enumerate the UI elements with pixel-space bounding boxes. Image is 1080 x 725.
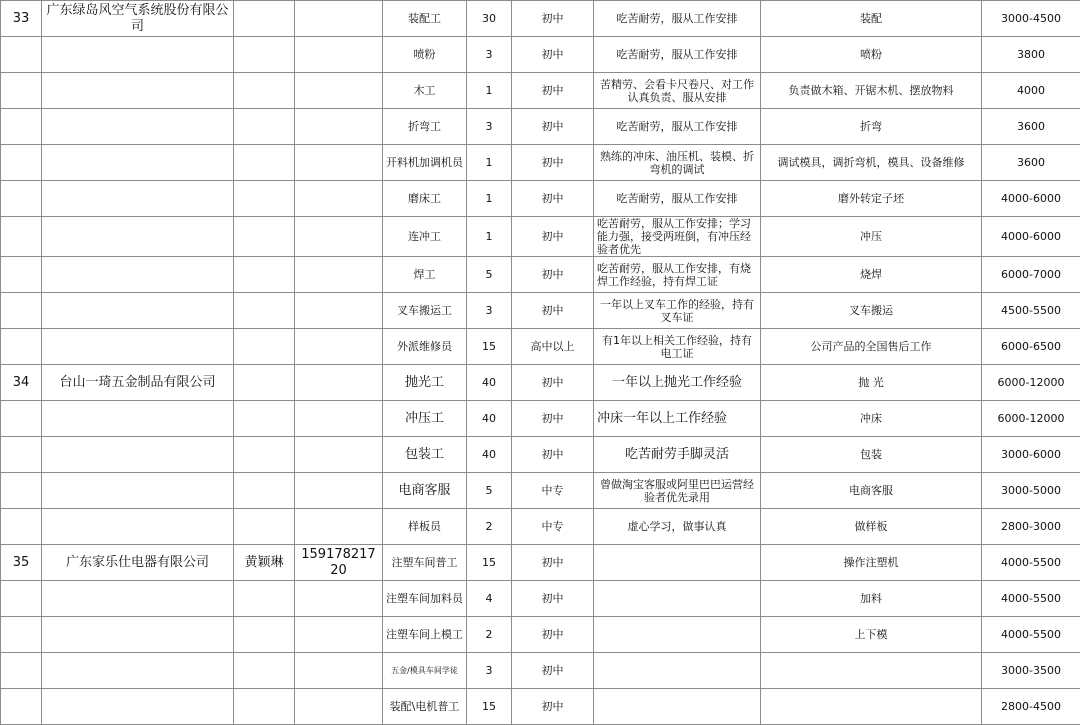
contact-phone xyxy=(295,181,383,217)
contact-phone xyxy=(295,401,383,437)
headcount: 5 xyxy=(467,257,512,293)
company-number xyxy=(1,401,42,437)
education: 初中 xyxy=(512,617,594,653)
contact-person xyxy=(234,145,295,181)
education: 初中 xyxy=(512,145,594,181)
headcount: 3 xyxy=(467,653,512,689)
duties: 装配 xyxy=(761,1,982,37)
contact-person xyxy=(234,401,295,437)
contact-person xyxy=(234,689,295,725)
contact-phone xyxy=(295,73,383,109)
contact-phone xyxy=(295,257,383,293)
headcount: 3 xyxy=(467,109,512,145)
requirements: 曾做淘宝客服或阿里巴巴运营经验者优先录用 xyxy=(594,473,761,509)
duties: 负责做木箱、开锯木机、摆放物料 xyxy=(761,73,982,109)
job-title: 五金/模具车间学徒 xyxy=(383,653,467,689)
job-title: 叉车搬运工 xyxy=(383,293,467,329)
headcount: 2 xyxy=(467,509,512,545)
company-number: 33 xyxy=(1,1,42,37)
requirements: 一年以上叉车工作的经验，持有叉车证 xyxy=(594,293,761,329)
table-row xyxy=(1,1,1080,37)
table-row xyxy=(1,509,1080,545)
company-name xyxy=(42,217,234,257)
company-name xyxy=(42,37,234,73)
education: 初中 xyxy=(512,181,594,217)
company-number xyxy=(1,217,42,257)
duties: 调试模具，调折弯机，模具、设备维修 xyxy=(761,145,982,181)
duties: 喷粉 xyxy=(761,37,982,73)
salary: 4000-5500 xyxy=(982,617,1080,653)
job-title: 开料机加调机员 xyxy=(383,145,467,181)
contact-phone: 15917821720 xyxy=(295,545,383,581)
table-row xyxy=(1,181,1080,217)
job-title: 磨床工 xyxy=(383,181,467,217)
contact-person xyxy=(234,257,295,293)
requirements: 熟练的冲床、油压机、装模、折弯机的调试 xyxy=(594,145,761,181)
job-title: 注塑车间普工 xyxy=(383,545,467,581)
table-row xyxy=(1,73,1080,109)
salary: 6000-12000 xyxy=(982,401,1080,437)
table-row xyxy=(1,145,1080,181)
contact-person xyxy=(234,473,295,509)
contact-person: 黄颖琳 xyxy=(234,545,295,581)
company-number xyxy=(1,509,42,545)
job-title: 装配\电机普工 xyxy=(383,689,467,725)
job-title: 装配工 xyxy=(383,1,467,37)
contact-person xyxy=(234,293,295,329)
salary: 3600 xyxy=(982,145,1080,181)
job-title: 折弯工 xyxy=(383,109,467,145)
education: 初中 xyxy=(512,1,594,37)
duties: 上下模 xyxy=(761,617,982,653)
requirements: 一年以上抛光工作经验 xyxy=(594,365,761,401)
contact-person xyxy=(234,1,295,37)
company-number xyxy=(1,329,42,365)
job-title: 焊工 xyxy=(383,257,467,293)
company-name xyxy=(42,109,234,145)
contact-person xyxy=(234,437,295,473)
company-name xyxy=(42,437,234,473)
job-title: 冲压工 xyxy=(383,401,467,437)
salary: 3800 xyxy=(982,37,1080,73)
company-name: 广东家乐仕电器有限公司 xyxy=(42,545,234,581)
salary: 3000-5000 xyxy=(982,473,1080,509)
contact-phone xyxy=(295,617,383,653)
headcount: 5 xyxy=(467,473,512,509)
salary: 4000 xyxy=(982,73,1080,109)
table-row xyxy=(1,689,1080,725)
duties xyxy=(761,689,982,725)
salary: 4500-5500 xyxy=(982,293,1080,329)
contact-phone xyxy=(295,329,383,365)
education: 初中 xyxy=(512,257,594,293)
contact-phone xyxy=(295,1,383,37)
requirements xyxy=(594,545,761,581)
company-name xyxy=(42,145,234,181)
contact-person xyxy=(234,617,295,653)
company-name xyxy=(42,181,234,217)
duties: 冲压 xyxy=(761,217,982,257)
table-row xyxy=(1,617,1080,653)
company-name: 广东绿岛风空气系统股份有限公司 xyxy=(42,1,234,37)
company-name xyxy=(42,329,234,365)
table-row xyxy=(1,293,1080,329)
job-title: 木工 xyxy=(383,73,467,109)
contact-phone xyxy=(295,509,383,545)
contact-phone xyxy=(295,689,383,725)
company-name xyxy=(42,257,234,293)
salary: 6000-7000 xyxy=(982,257,1080,293)
requirements: 虚心学习，做事认真 xyxy=(594,509,761,545)
requirements: 吃苦耐劳，服从工作安排 xyxy=(594,1,761,37)
duties xyxy=(761,653,982,689)
headcount: 3 xyxy=(467,293,512,329)
headcount: 40 xyxy=(467,437,512,473)
headcount: 1 xyxy=(467,145,512,181)
contact-phone xyxy=(295,109,383,145)
duties: 加料 xyxy=(761,581,982,617)
job-title: 连冲工 xyxy=(383,217,467,257)
contact-phone xyxy=(295,217,383,257)
company-number xyxy=(1,617,42,653)
company-name xyxy=(42,581,234,617)
duties: 做样板 xyxy=(761,509,982,545)
requirements xyxy=(594,653,761,689)
duties: 叉车搬运 xyxy=(761,293,982,329)
company-name xyxy=(42,509,234,545)
table-row xyxy=(1,473,1080,509)
contact-person xyxy=(234,329,295,365)
contact-phone xyxy=(295,293,383,329)
company-number xyxy=(1,653,42,689)
company-number xyxy=(1,73,42,109)
headcount: 1 xyxy=(467,217,512,257)
contact-person xyxy=(234,581,295,617)
company-number xyxy=(1,581,42,617)
contact-person xyxy=(234,37,295,73)
table-row xyxy=(1,401,1080,437)
company-name xyxy=(42,73,234,109)
salary: 3000-3500 xyxy=(982,653,1080,689)
salary: 4000-5500 xyxy=(982,545,1080,581)
company-name: 台山一琦五金制品有限公司 xyxy=(42,365,234,401)
requirements: 吃苦耐劳，服从工作安排，有烧焊工作经验，持有焊工证 xyxy=(594,257,761,293)
headcount: 30 xyxy=(467,1,512,37)
salary: 2800-4500 xyxy=(982,689,1080,725)
education: 初中 xyxy=(512,293,594,329)
headcount: 40 xyxy=(467,365,512,401)
headcount: 15 xyxy=(467,545,512,581)
education: 初中 xyxy=(512,73,594,109)
company-number xyxy=(1,37,42,73)
job-title: 注塑车间上模工 xyxy=(383,617,467,653)
salary: 3600 xyxy=(982,109,1080,145)
contact-person xyxy=(234,109,295,145)
requirements: 吃苦耐劳，服从工作安排；学习能力强，接受两班倒，有冲压经验者优先 xyxy=(594,217,761,257)
education: 高中以上 xyxy=(512,329,594,365)
education: 中专 xyxy=(512,509,594,545)
education: 初中 xyxy=(512,401,594,437)
table-row xyxy=(1,329,1080,365)
contact-person xyxy=(234,181,295,217)
education: 初中 xyxy=(512,217,594,257)
education: 初中 xyxy=(512,653,594,689)
contact-person xyxy=(234,653,295,689)
company-name xyxy=(42,653,234,689)
duties: 包装 xyxy=(761,437,982,473)
company-number xyxy=(1,109,42,145)
headcount: 15 xyxy=(467,329,512,365)
table-row xyxy=(1,653,1080,689)
duties: 公司产品的全国售后工作 xyxy=(761,329,982,365)
headcount: 1 xyxy=(467,181,512,217)
company-number xyxy=(1,473,42,509)
headcount: 40 xyxy=(467,401,512,437)
requirements xyxy=(594,581,761,617)
education: 初中 xyxy=(512,109,594,145)
salary: 4000-5500 xyxy=(982,581,1080,617)
job-title: 样板员 xyxy=(383,509,467,545)
company-number xyxy=(1,437,42,473)
duties: 操作注塑机 xyxy=(761,545,982,581)
requirements: 吃苦耐劳，服从工作安排 xyxy=(594,109,761,145)
salary: 6000-12000 xyxy=(982,365,1080,401)
company-number: 35 xyxy=(1,545,42,581)
contact-phone xyxy=(295,473,383,509)
duties: 磨外转定子坯 xyxy=(761,181,982,217)
table-row xyxy=(1,581,1080,617)
requirements: 有1年以上相关工作经验，持有电工证 xyxy=(594,329,761,365)
requirements: 冲床一年以上工作经验 xyxy=(594,401,761,437)
headcount: 4 xyxy=(467,581,512,617)
salary: 3000-4500 xyxy=(982,1,1080,37)
contact-phone xyxy=(295,437,383,473)
table-row xyxy=(1,217,1080,257)
contact-person xyxy=(234,365,295,401)
education: 中专 xyxy=(512,473,594,509)
education: 初中 xyxy=(512,437,594,473)
contact-person xyxy=(234,73,295,109)
education: 初中 xyxy=(512,689,594,725)
requirements: 吃苦耐劳，服从工作安排 xyxy=(594,181,761,217)
contact-phone xyxy=(295,581,383,617)
table-row xyxy=(1,257,1080,293)
company-number xyxy=(1,689,42,725)
job-title: 注塑车间加料员 xyxy=(383,581,467,617)
headcount: 1 xyxy=(467,73,512,109)
requirements: 吃苦耐劳，服从工作安排 xyxy=(594,37,761,73)
table-row xyxy=(1,365,1080,401)
education: 初中 xyxy=(512,365,594,401)
requirements xyxy=(594,617,761,653)
contact-phone xyxy=(295,365,383,401)
salary: 3000-6000 xyxy=(982,437,1080,473)
requirements: 苦精劳、会看卡尺卷尺、对工作认真负责、服从安排 xyxy=(594,73,761,109)
job-title: 外派维修员 xyxy=(383,329,467,365)
job-title: 喷粉 xyxy=(383,37,467,73)
duties: 电商客服 xyxy=(761,473,982,509)
company-name xyxy=(42,617,234,653)
job-title: 包装工 xyxy=(383,437,467,473)
company-name xyxy=(42,689,234,725)
duties: 冲床 xyxy=(761,401,982,437)
contact-person xyxy=(234,509,295,545)
table-row xyxy=(1,545,1080,581)
duties: 折弯 xyxy=(761,109,982,145)
duties: 烧焊 xyxy=(761,257,982,293)
education: 初中 xyxy=(512,545,594,581)
education: 初中 xyxy=(512,37,594,73)
salary: 4000-6000 xyxy=(982,217,1080,257)
company-number xyxy=(1,293,42,329)
contact-phone xyxy=(295,37,383,73)
table-row xyxy=(1,109,1080,145)
contact-phone xyxy=(295,145,383,181)
requirements: 吃苦耐劳手脚灵活 xyxy=(594,437,761,473)
headcount: 3 xyxy=(467,37,512,73)
company-name xyxy=(42,473,234,509)
table-row xyxy=(1,37,1080,73)
contact-person xyxy=(234,217,295,257)
duties: 抛 光 xyxy=(761,365,982,401)
contact-phone xyxy=(295,653,383,689)
salary: 6000-6500 xyxy=(982,329,1080,365)
headcount: 15 xyxy=(467,689,512,725)
company-name xyxy=(42,293,234,329)
headcount: 2 xyxy=(467,617,512,653)
company-number: 34 xyxy=(1,365,42,401)
salary: 2800-3000 xyxy=(982,509,1080,545)
requirements xyxy=(594,689,761,725)
salary: 4000-6000 xyxy=(982,181,1080,217)
company-name xyxy=(42,401,234,437)
job-title: 电商客服 xyxy=(383,473,467,509)
company-number xyxy=(1,181,42,217)
company-number xyxy=(1,145,42,181)
table-row xyxy=(1,437,1080,473)
education: 初中 xyxy=(512,581,594,617)
job-title: 抛光工 xyxy=(383,365,467,401)
company-number xyxy=(1,257,42,293)
